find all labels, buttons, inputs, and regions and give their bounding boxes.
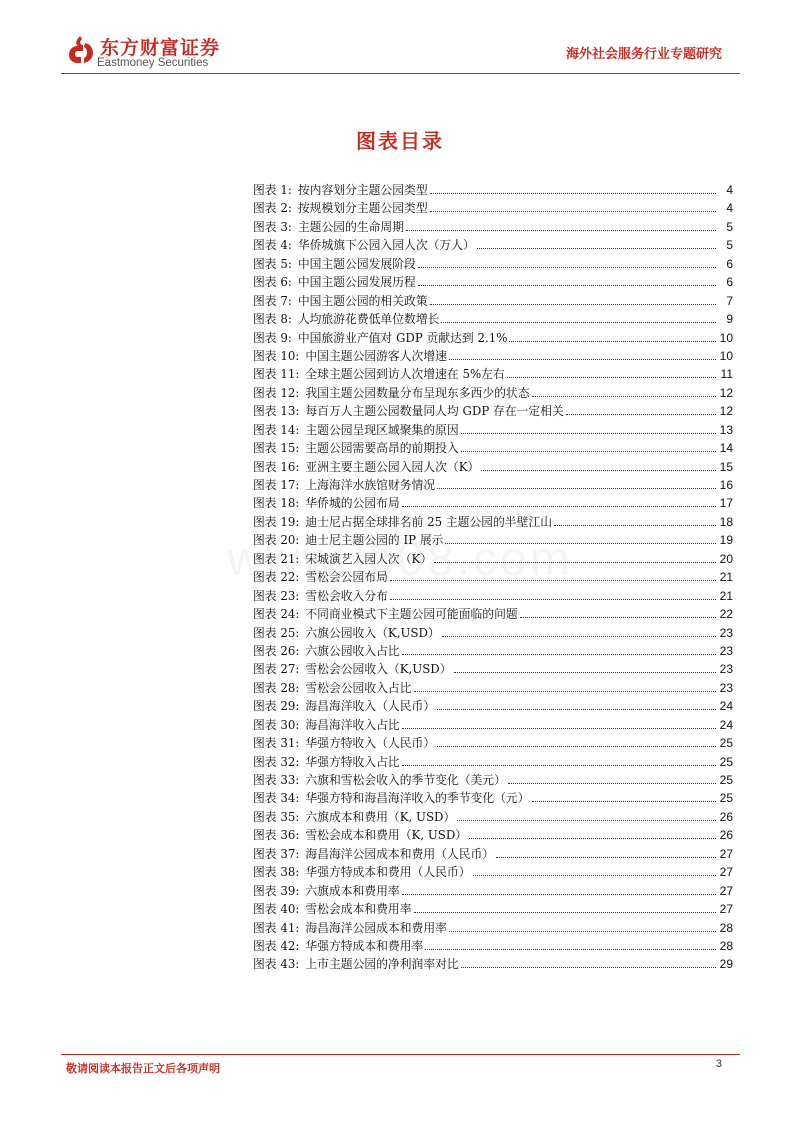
toc-dot-leader xyxy=(461,433,716,434)
toc-entry-page: 4 xyxy=(726,183,733,197)
toc-entry-title: 雪松会成本和费用率 xyxy=(305,902,412,917)
page-header xyxy=(0,0,800,80)
toc-dot-leader xyxy=(441,322,716,323)
toc-entry-title: 海昌海洋公园成本和费用（人民币） xyxy=(305,846,495,861)
toc-entry-colon: : xyxy=(287,330,292,345)
table-of-figures xyxy=(253,181,733,974)
toc-entry-label: 图表 38 xyxy=(253,865,296,880)
toc-entry-page: 29 xyxy=(719,957,733,972)
toc-dot-leader xyxy=(414,691,716,692)
toc-entry-label: 图表 8 xyxy=(253,312,288,327)
toc-entry-label: 图表 26 xyxy=(253,643,296,658)
toc-entry[interactable] xyxy=(253,218,733,236)
toc-entry-title: 按规模划分主题公园类型 xyxy=(297,201,428,216)
toc-entry[interactable] xyxy=(253,716,733,734)
toc-entry-title: 人均旅游花费低单位数增长 xyxy=(297,312,440,327)
toc-dot-leader xyxy=(418,267,716,268)
toc-entry-title: 华强方特成本和费用率 xyxy=(305,938,424,953)
toc-entry-title: 我国主题公园数量分布呈现东多西少的状态 xyxy=(305,385,530,400)
report-type-label: 海外社会服务行业专题研究 xyxy=(565,47,722,62)
toc-dot-leader xyxy=(532,396,717,397)
toc-entry[interactable] xyxy=(253,624,733,642)
toc-entry-page: 16 xyxy=(719,478,733,492)
toc-entry-colon: : xyxy=(295,643,300,658)
toc-entry[interactable] xyxy=(253,660,733,678)
toc-entry-page: 17 xyxy=(719,496,733,511)
toc-entry-title: 亚洲主要主题公园入园人次（K） xyxy=(305,459,480,474)
toc-entry-label: 图表 17 xyxy=(253,478,296,492)
toc-entry-page: 11 xyxy=(720,367,733,382)
toc-entry-colon: : xyxy=(295,957,300,972)
toc-entry-title: 迪士尼主题公园的 IP 展示 xyxy=(305,533,444,548)
toc-entry-page: 19 xyxy=(719,533,733,548)
toc-entry-title: 按内容划分主题公园类型 xyxy=(297,183,428,197)
toc-entry-page: 25 xyxy=(719,736,733,751)
toc-entry-label: 图表 43 xyxy=(253,957,296,972)
toc-entry[interactable] xyxy=(253,236,733,254)
toc-entry-label: 图表 11 xyxy=(253,367,296,382)
toc-entry-title: 全球主题公园到访人次增速在 5%左右 xyxy=(305,367,505,382)
toc-entry-label: 图表 39 xyxy=(253,883,296,898)
toc-entry-colon: : xyxy=(287,256,292,271)
toc-entry[interactable] xyxy=(253,347,733,365)
toc-entry-page: 25 xyxy=(719,791,733,806)
toc-entry-title: 华强方特收入占比 xyxy=(305,754,400,769)
toc-entry-colon: : xyxy=(295,773,300,787)
toc-entry-colon: : xyxy=(295,883,300,898)
toc-entry-colon: : xyxy=(295,791,300,806)
toc-dot-leader xyxy=(390,580,716,581)
toc-entry-page: 25 xyxy=(719,754,733,769)
toc-entry-title: 华侨城的公园布局 xyxy=(305,496,400,511)
toc-entry-page: 22 xyxy=(719,607,733,622)
toc-entry-title: 每百万人主题公园数量同人均 GDP 存在一定相关 xyxy=(305,404,564,419)
toc-entry-colon: : xyxy=(295,367,300,382)
toc-entry[interactable] xyxy=(253,458,733,476)
toc-entry-title: 华侨城旗下公园入园人次（万人） xyxy=(297,238,475,253)
toc-entry-title: 海昌海洋收入占比 xyxy=(305,717,400,732)
toc-entry[interactable] xyxy=(253,826,733,844)
toc-entry-title: 六旗成本和费用（K, USD） xyxy=(305,809,456,824)
toc-entry-colon: : xyxy=(295,496,300,511)
toc-entry[interactable] xyxy=(253,255,733,273)
toc-entry[interactable] xyxy=(253,531,733,549)
toc-entry[interactable] xyxy=(253,439,733,457)
disclaimer-text: 敬请阅读本报告正文后各项声明 xyxy=(66,1062,220,1075)
toc-entry[interactable] xyxy=(253,199,733,217)
toc-entry-colon: : xyxy=(295,717,300,732)
toc-dot-leader xyxy=(430,211,716,212)
toc-dot-leader xyxy=(425,949,716,950)
toc-entry-label: 图表 5 xyxy=(253,256,288,271)
toc-entry[interactable] xyxy=(253,181,733,199)
toc-entry-label: 图表 3 xyxy=(253,219,288,234)
toc-entry-colon: : xyxy=(287,275,292,290)
toc-entry-label: 图表 42 xyxy=(253,938,296,953)
toc-dot-leader xyxy=(406,230,716,231)
toc-dot-leader xyxy=(430,304,716,305)
toc-entry-page: 20 xyxy=(719,551,733,566)
toc-entry[interactable] xyxy=(253,476,733,494)
toc-entry-page: 24 xyxy=(719,699,733,714)
toc-entry-label: 图表 9 xyxy=(253,330,288,345)
toc-entry-title: 主题公园需要高昂的前期投入 xyxy=(305,441,459,456)
toc-entry-title: 迪士尼占据全球排名前 25 主题公园的半壁江山 xyxy=(305,514,552,529)
toc-entry-label: 图表 2 xyxy=(253,201,288,216)
toc-entry-colon: : xyxy=(287,312,292,327)
toc-entry-label: 图表 31 xyxy=(253,736,296,751)
toc-entry-colon: : xyxy=(295,404,300,419)
toc-entry[interactable] xyxy=(253,789,733,807)
toc-entry[interactable] xyxy=(253,771,733,789)
toc-entry-label: 图表 6 xyxy=(253,275,288,290)
header-divider xyxy=(61,73,740,74)
toc-entry-title: 雪松会公园收入（K,USD） xyxy=(305,662,452,677)
toc-entry-label: 图表 27 xyxy=(253,662,296,677)
toc-entry-colon: : xyxy=(295,680,300,695)
toc-dot-leader xyxy=(418,285,716,286)
toc-entry-title: 主题公园呈现区域聚集的原因 xyxy=(305,422,459,437)
toc-entry-colon: : xyxy=(295,348,300,363)
toc-entry-label: 图表 21 xyxy=(253,551,296,566)
toc-entry-page: 6 xyxy=(726,256,733,271)
toc-entry-label: 图表 12 xyxy=(253,385,296,400)
toc-entry-title: 六旗公园收入占比 xyxy=(305,643,400,658)
toc-entry-title: 上海海洋水族馆财务情况 xyxy=(305,478,436,492)
toc-entry-page: 23 xyxy=(719,643,733,658)
toc-entry-label: 图表 23 xyxy=(253,588,296,603)
toc-entry-colon: : xyxy=(287,183,292,197)
toc-entry-label: 图表 20 xyxy=(253,533,296,548)
toc-dot-leader xyxy=(507,377,716,378)
toc-entry-colon: : xyxy=(295,736,300,751)
toc-entry-colon: : xyxy=(295,625,300,640)
toc-entry-title: 上市主题公园的净利润率对比 xyxy=(305,957,459,972)
toc-entry[interactable] xyxy=(253,697,733,715)
toc-entry-colon: : xyxy=(295,920,300,935)
toc-entry-page: 27 xyxy=(719,902,733,917)
toc-entry-colon: : xyxy=(295,846,300,861)
toc-entry-label: 图表 40 xyxy=(253,902,296,917)
toc-entry-colon: : xyxy=(295,422,300,437)
toc-entry-label: 图表 13 xyxy=(253,404,296,419)
toc-entry-page: 4 xyxy=(726,201,733,216)
toc-entry-colon: : xyxy=(295,865,300,880)
toc-entry-label: 图表 35 xyxy=(253,809,296,824)
toc-entry-colon: : xyxy=(295,551,300,566)
toc-entry-page: 25 xyxy=(719,773,733,787)
toc-entry[interactable] xyxy=(253,845,733,863)
toc-entry-page: 23 xyxy=(719,662,733,677)
toc-dot-leader xyxy=(469,838,716,839)
toc-entry-colon: : xyxy=(295,459,300,474)
toc-entry-label: 图表 1 xyxy=(253,183,288,197)
toc-dot-leader xyxy=(481,470,716,471)
toc-entry-title: 雪松会公园布局 xyxy=(305,570,388,585)
toc-entry[interactable] xyxy=(253,882,733,900)
toc-entry-title: 中国旅游业产值对 GDP 贡献达到 2.1% xyxy=(297,330,508,345)
toc-entry-label: 图表 30 xyxy=(253,717,296,732)
toc-dot-leader xyxy=(457,820,716,821)
toc-dot-leader xyxy=(390,599,716,600)
toc-entry-colon: : xyxy=(295,662,300,677)
toc-dot-leader xyxy=(449,931,716,932)
toc-entry-label: 图表 7 xyxy=(253,293,288,308)
toc-entry-label: 图表 32 xyxy=(253,754,296,769)
footer-divider xyxy=(61,1054,740,1055)
toc-entry-page: 5 xyxy=(726,219,733,234)
toc-entry-page: 27 xyxy=(719,883,733,898)
toc-entry-label: 图表 4 xyxy=(253,238,288,253)
toc-entry-label: 图表 19 xyxy=(253,514,296,529)
toc-dot-leader xyxy=(402,728,716,729)
toc-entry-colon: : xyxy=(295,514,300,529)
toc-dot-leader xyxy=(477,248,716,249)
toc-entry-page: 23 xyxy=(719,680,733,695)
toc-entry-label: 图表 25 xyxy=(253,625,296,640)
toc-entry[interactable] xyxy=(253,605,733,623)
toc-dot-leader xyxy=(461,451,716,452)
toc-entry-title: 雪松会成本和费用（K, USD） xyxy=(305,828,468,843)
toc-entry-colon: : xyxy=(295,533,300,548)
toc-entry-page: 27 xyxy=(719,865,733,880)
toc-entry[interactable] xyxy=(253,955,733,973)
toc-entry-colon: : xyxy=(295,828,300,843)
toc-dot-leader xyxy=(402,765,716,766)
toc-dot-leader xyxy=(520,617,716,618)
toc-dot-leader xyxy=(445,543,716,544)
toc-entry-colon: : xyxy=(295,441,300,456)
toc-entry-page: 23 xyxy=(719,625,733,640)
page-title: 图表目录 xyxy=(356,129,444,153)
toc-dot-leader xyxy=(461,967,716,968)
toc-dot-leader xyxy=(437,488,716,489)
toc-entry[interactable] xyxy=(253,587,733,605)
toc-entry[interactable] xyxy=(253,494,733,512)
toc-dot-leader xyxy=(437,709,716,710)
toc-entry-colon: : xyxy=(287,201,292,216)
toc-dot-leader xyxy=(454,672,716,673)
toc-dot-leader xyxy=(430,193,716,194)
toc-entry-page: 21 xyxy=(719,570,733,585)
toc-entry-title: 华强方特收入（人民币） xyxy=(305,736,436,751)
toc-entry-colon: : xyxy=(295,570,300,585)
toc-entry-page: 6 xyxy=(726,275,733,290)
toc-entry-colon: : xyxy=(295,699,300,714)
toc-entry-colon: : xyxy=(295,385,300,400)
toc-entry[interactable] xyxy=(253,550,733,568)
toc-entry-page: 12 xyxy=(719,385,733,400)
toc-entry-page: 15 xyxy=(719,459,733,474)
page-number: 3 xyxy=(715,1058,722,1070)
toc-entry-colon: : xyxy=(295,478,300,492)
toc-dot-leader xyxy=(532,801,717,802)
toc-entry-title: 海昌海洋公园成本和费用率 xyxy=(305,920,447,935)
toc-entry-label: 图表 22 xyxy=(253,570,296,585)
logo-chinese-name: 东方财富证券 xyxy=(100,37,221,59)
toc-entry-page: 28 xyxy=(719,938,733,953)
toc-entry-label: 图表 29 xyxy=(253,699,296,714)
toc-entry[interactable] xyxy=(253,753,733,771)
toc-entry-label: 图表 16 xyxy=(253,459,296,474)
toc-entry[interactable] xyxy=(253,679,733,697)
toc-entry-page: 21 xyxy=(719,588,733,603)
toc-entry[interactable] xyxy=(253,919,733,937)
toc-dot-leader xyxy=(434,562,716,563)
toc-entry-title: 六旗成本和费用率 xyxy=(305,883,400,898)
toc-dot-leader xyxy=(449,359,716,360)
toc-entry-label: 图表 28 xyxy=(253,680,296,695)
toc-entry[interactable] xyxy=(253,900,733,918)
toc-entry-title: 主题公园的生命周期 xyxy=(297,219,405,234)
toc-dot-leader xyxy=(414,912,716,913)
toc-entry-title: 六旗和雪松会收入的季节变化（美元） xyxy=(305,773,506,787)
logo-english-name: Eastmoney Securities xyxy=(97,57,209,69)
toc-entry[interactable] xyxy=(253,329,733,347)
toc-entry-label: 图表 36 xyxy=(253,828,296,843)
toc-entry-colon: : xyxy=(295,938,300,953)
toc-entry-label: 图表 24 xyxy=(253,607,296,622)
toc-entry-title: 海昌海洋收入（人民币） xyxy=(305,699,436,714)
toc-entry-colon: : xyxy=(287,238,292,253)
toc-entry-title: 华强方特和海昌海洋收入的季节变化（元） xyxy=(305,791,530,806)
toc-entry[interactable] xyxy=(253,365,733,383)
toc-entry-page: 9 xyxy=(726,312,733,327)
toc-entry-page: 13 xyxy=(719,422,733,437)
toc-entry-page: 5 xyxy=(726,238,733,253)
toc-entry[interactable] xyxy=(253,310,733,328)
toc-entry-title: 中国主题公园游客人次增速 xyxy=(305,348,447,363)
toc-entry-page: 10 xyxy=(719,330,733,345)
toc-dot-leader xyxy=(496,857,716,858)
toc-entry-title: 雪松会公园收入占比 xyxy=(305,680,412,695)
toc-entry-colon: : xyxy=(295,809,300,824)
toc-dot-leader xyxy=(509,341,716,342)
toc-entry-page: 26 xyxy=(719,828,733,843)
toc-entry-label: 图表 14 xyxy=(253,422,296,437)
toc-entry-label: 图表 41 xyxy=(253,920,296,935)
toc-entry-title: 中国主题公园发展历程 xyxy=(297,275,416,290)
toc-entry-page: 12 xyxy=(719,404,733,419)
toc-entry-page: 27 xyxy=(719,846,733,861)
toc-entry-colon: : xyxy=(295,588,300,603)
eastmoney-logo-icon xyxy=(66,34,96,64)
toc-dot-leader xyxy=(473,875,716,876)
toc-entry-colon: : xyxy=(287,293,292,308)
toc-dot-leader xyxy=(566,414,716,415)
toc-entry-page: 10 xyxy=(719,348,733,363)
toc-entry-label: 图表 10 xyxy=(253,348,296,363)
toc-entry-label: 图表 37 xyxy=(253,846,296,861)
toc-entry-page: 18 xyxy=(719,514,733,529)
toc-dot-leader xyxy=(402,894,716,895)
toc-entry-colon: : xyxy=(295,902,300,917)
toc-entry[interactable] xyxy=(253,292,733,310)
toc-entry[interactable] xyxy=(253,937,733,955)
toc-entry-title: 不同商业模式下主题公园可能面临的问题 xyxy=(305,607,518,622)
toc-entry-title: 雪松会收入分布 xyxy=(305,588,388,603)
toc-dot-leader xyxy=(442,636,716,637)
toc-entry[interactable] xyxy=(253,273,733,291)
toc-entry[interactable] xyxy=(253,808,733,826)
toc-entry-title: 中国主题公园的相关政策 xyxy=(297,293,428,308)
toc-entry-title: 华强方特成本和费用（人民币） xyxy=(305,865,471,880)
toc-entry[interactable] xyxy=(253,402,733,420)
toc-entry-title: 中国主题公园发展阶段 xyxy=(297,256,416,271)
toc-entry-label: 图表 15 xyxy=(253,441,296,456)
toc-entry-page: 7 xyxy=(726,293,733,308)
toc-entry[interactable] xyxy=(253,421,733,439)
toc-entry-title: 宋城演艺入园人次（K） xyxy=(305,551,433,566)
toc-entry[interactable] xyxy=(253,734,733,752)
toc-entry[interactable] xyxy=(253,642,733,660)
toc-entry-label: 图表 33 xyxy=(253,773,296,787)
toc-entry-page: 14 xyxy=(719,441,733,456)
toc-entry[interactable] xyxy=(253,513,733,531)
toc-entry-label: 图表 18 xyxy=(253,496,296,511)
toc-entry[interactable] xyxy=(253,384,733,402)
toc-entry-page: 28 xyxy=(719,920,733,935)
toc-entry-page: 26 xyxy=(719,809,733,824)
toc-dot-leader xyxy=(402,506,716,507)
toc-entry-label: 图表 34 xyxy=(253,791,296,806)
toc-dot-leader xyxy=(554,525,716,526)
toc-dot-leader xyxy=(508,783,716,784)
toc-entry-page: 24 xyxy=(719,717,733,732)
toc-entry[interactable] xyxy=(253,568,733,586)
toc-entry-colon: : xyxy=(295,754,300,769)
toc-entry-title: 六旗公园收入（K,USD） xyxy=(305,625,440,640)
toc-dot-leader xyxy=(437,746,716,747)
toc-entry-colon: : xyxy=(287,219,292,234)
toc-dot-leader xyxy=(402,654,716,655)
toc-entry[interactable] xyxy=(253,863,733,881)
toc-entry-colon: : xyxy=(295,607,300,622)
